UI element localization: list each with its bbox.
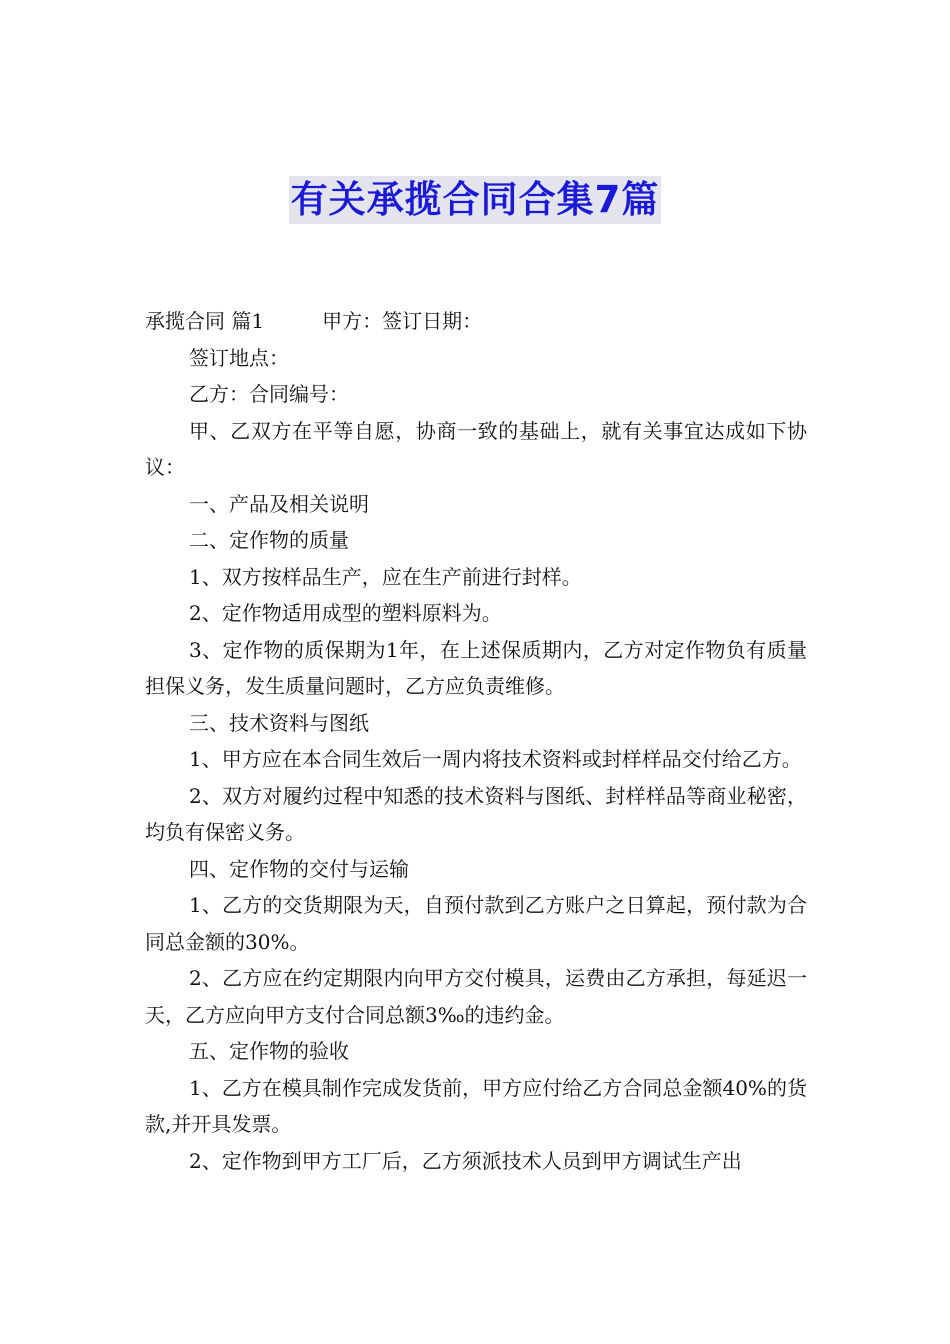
paragraph: 1、甲方应在本合同生效后一周内将技术资料或封样样品交付给乙方。 [189,747,802,771]
paragraph: 3、定作物的质保期为1年，在上述保质期内，乙方对定作物负有质量担保义务，发生质量问题时，乙方应负责维修。 [145,637,807,698]
paragraph: 四、定作物的交付与运输 [189,856,409,881]
section-heading: 承揽合同 篇1 [145,309,265,333]
paragraph: 2、双方对履约过程中知悉的技术资料与图纸、封样样品等商业秘密，均负有保密义务。 [145,783,807,844]
paragraph: 三、技术资料与图纸 [189,710,369,735]
paragraph: 乙方：合同编号： [189,382,349,406]
party-a-line: 甲方：签订日期： [322,309,483,333]
paragraph: 五、定作物的验收 [189,1039,349,1063]
paragraph: 2、定作物到甲方工厂后，乙方须派技术人员到甲方调试生产出 [189,1148,742,1173]
header-line [145,303,807,340]
paragraph: 签订地点： [189,345,289,370]
paragraph: 甲、乙双方在平等自愿，协商一致的基础上，就有关事宜达成如下协议： [145,418,807,479]
paragraph: 二、定作物的质量 [189,528,349,552]
document-title: 有关承揽合同合集7篇 [289,176,662,224]
paragraph: 2、定作物适用成型的塑料原料为。 [189,601,502,625]
paragraph: 2、乙方应在约定期限内向甲方交付模具，运费由乙方承担，每延迟一天，乙方应向甲方支付合同总额3‰的违约金。 [145,966,807,1027]
title-container [0,176,950,224]
paragraph: 1、乙方的交货期限为天，自预付款到乙方账户之日算起，预付款为合同总金额的30%。 [145,893,807,954]
paragraph: 1、双方按样品生产，应在生产前进行封样。 [189,564,582,589]
paragraph: 1、乙方在模具制作完成发货前，甲方应付给乙方合同总金额40%的货款,并开具发票。 [145,1075,807,1136]
document-body [145,303,807,1179]
paragraph: 一、产品及相关说明 [189,491,369,516]
